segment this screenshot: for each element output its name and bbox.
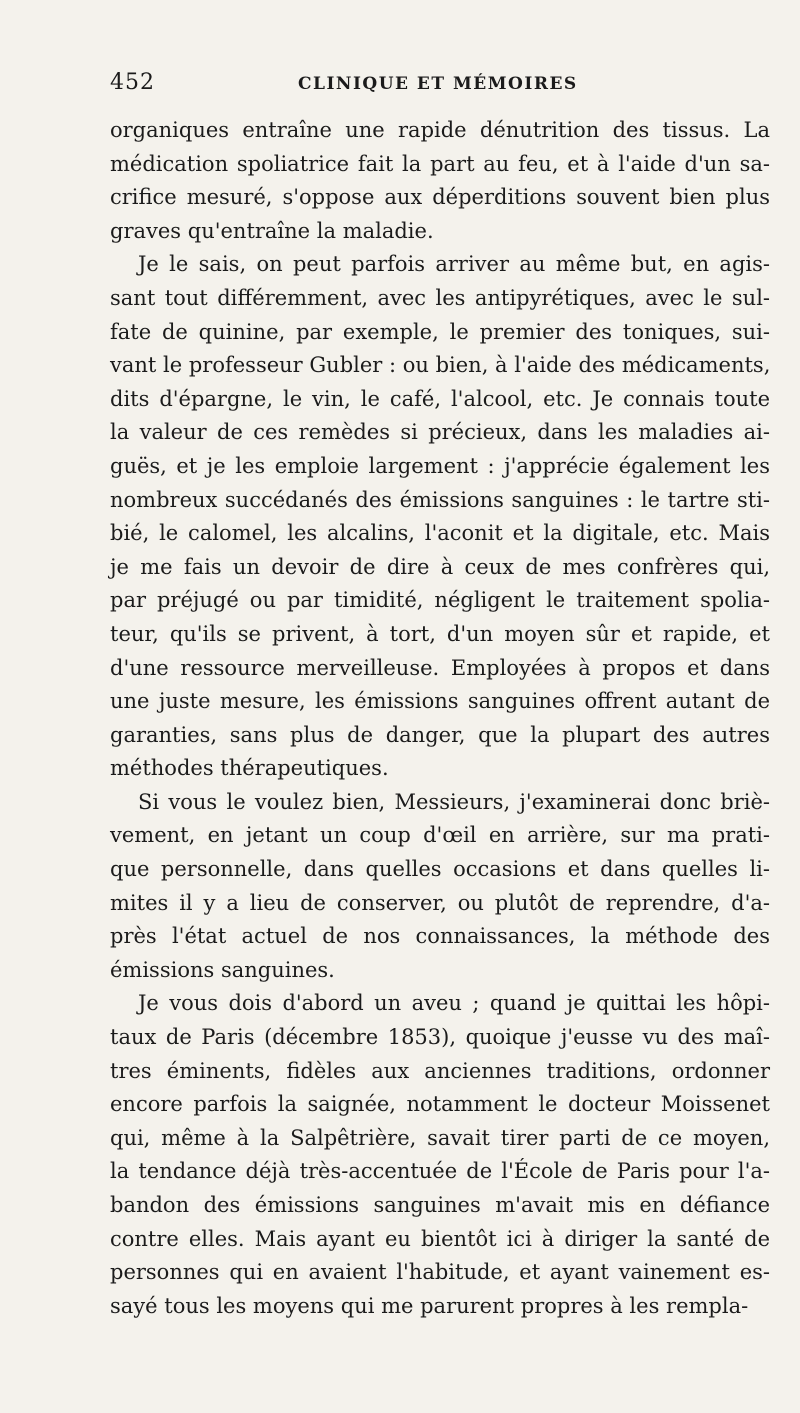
- text-line: mites il y a lieu de conserver, ou plutôt de reprendre, d'a-: [110, 890, 770, 915]
- text-line: vant le professeur Gubler : ou bien, à l'aide des médicaments,: [110, 353, 771, 378]
- text-line: près l'état actuel de nos connaissances, la méthode des: [110, 924, 770, 949]
- text-line: la valeur de ces remèdes si précieux, dans les maladies ai-: [110, 420, 770, 445]
- text-line: garanties, sans plus de danger, que la plupart des autres: [110, 722, 770, 747]
- text-line: bié, le calomel, les alcalins, l'aconit et la digitale, etc. Mais: [110, 521, 770, 546]
- text-line: Si vous le voulez bien, Messieurs, j'examinerai donc briè-: [138, 789, 770, 814]
- text-line: sayé tous les moyens qui me parurent propres à les rempla-: [110, 1293, 749, 1318]
- page-number: 452: [110, 70, 155, 95]
- page-header: [110, 70, 770, 110]
- text-line: médication spoliatrice fait la part au feu, et à l'aide d'un sa-: [110, 151, 770, 176]
- text-line: d'une ressource merveilleuse. Employées à propos et dans: [110, 655, 770, 680]
- body-text: [110, 114, 770, 1323]
- text-line: personnes qui en avaient l'habitude, et ayant vainement es-: [110, 1260, 770, 1285]
- text-line: Je vous dois d'abord un aveu ; quand je quittai les hôpi-: [138, 991, 770, 1016]
- text-line: encore parfois la saignée, notamment le docteur Moissenet: [110, 1092, 770, 1117]
- text-line: vement, en jetant un coup d'œil en arrière, sur ma prati-: [110, 823, 770, 848]
- running-head: CLINIQUE ET MÉMOIRES: [298, 74, 578, 94]
- book-page: [110, 70, 770, 1323]
- text-line: bandon des émissions sanguines m'avait mis en défiance: [110, 1193, 770, 1217]
- text-line: une juste mesure, les émissions sanguines offrent autant de: [110, 689, 770, 714]
- text-line: sant tout différemment, avec les antipyrétiques, avec le sul-: [110, 285, 770, 310]
- text-line: taux de Paris (décembre 1853), quoique j'eusse vu des maî-: [110, 1025, 770, 1050]
- text-line: la tendance déjà très-accentuée de l'École de Paris pour l'a-: [110, 1159, 770, 1184]
- text-line: crifice mesuré, s'oppose aux déperditions souvent bien plus: [110, 185, 770, 210]
- paragraph: [110, 786, 770, 988]
- text-line: je me fais un devoir de dire à ceux de mes confrères qui,: [110, 554, 770, 579]
- text-line: graves qu'entraîne la maladie.: [110, 218, 434, 243]
- paragraph: [110, 114, 770, 248]
- text-line: fate de quinine, par exemple, le premier des toniques, sui-: [110, 319, 770, 344]
- text-line: par préjugé ou par timidité, négligent le traitement spolia-: [110, 588, 770, 613]
- text-line: méthodes thérapeutiques.: [110, 756, 389, 781]
- text-line: guës, et je les emploie largement : j'apprécie également les: [110, 453, 770, 478]
- text-line: organiques entraîne une rapide dénutrition des tissus. La: [110, 118, 770, 142]
- text-line: dits d'épargne, le vin, le café, l'alcool, etc. Je connais toute: [110, 386, 770, 411]
- text-line: qui, même à la Salpêtrière, savait tirer parti de ce moyen,: [110, 1125, 770, 1150]
- paragraph: [110, 987, 770, 1323]
- text-line: nombreux succédanés des émissions sanguines : le tartre sti-: [110, 487, 770, 512]
- text-line: contre elles. Mais ayant eu bientôt ici à diriger la santé de: [110, 1226, 770, 1251]
- text-line: émissions sanguines.: [110, 957, 335, 982]
- text-line: tres éminents, fidèles aux anciennes traditions, ordonner: [110, 1058, 770, 1083]
- text-line: teur, qu'ils se privent, à tort, d'un moyen sûr et rapide, et: [110, 621, 770, 646]
- text-line: Je le sais, on peut parfois arriver au même but, en agis-: [138, 252, 770, 277]
- paragraph: [110, 248, 770, 786]
- text-line: que personnelle, dans quelles occasions et dans quelles li-: [110, 857, 770, 882]
